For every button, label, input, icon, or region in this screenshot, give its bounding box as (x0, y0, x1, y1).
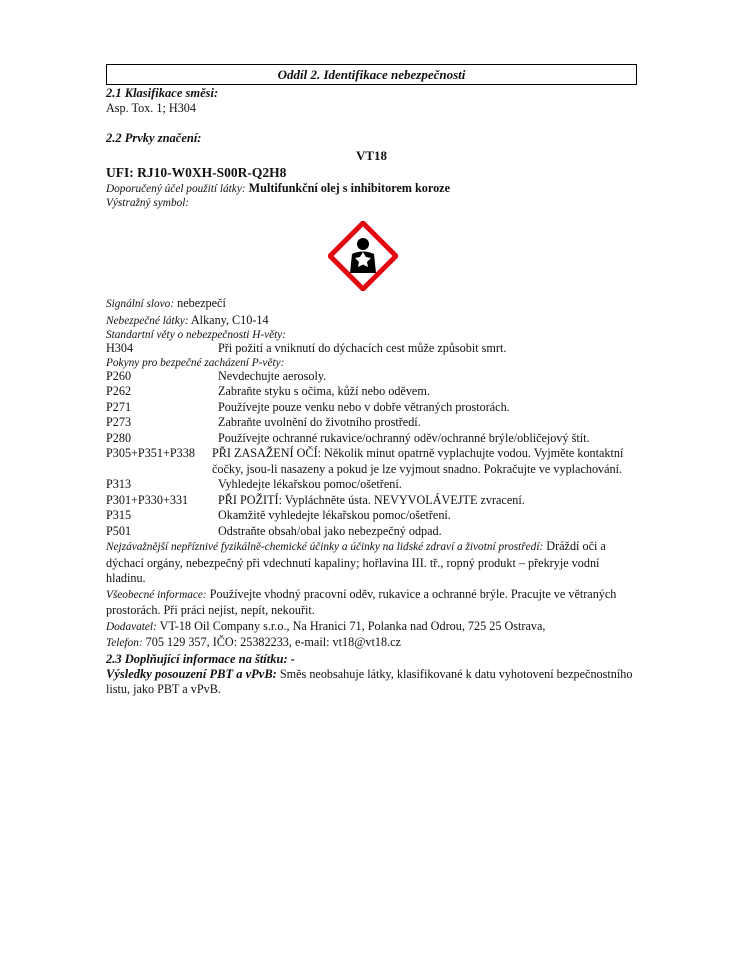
p-text: Okamžitě vyhledejte lékařskou pomoc/ošetření. (218, 508, 451, 522)
use-value: Multifunkční olej s inhibitorem koroze (248, 180, 450, 195)
h-statement-row (106, 341, 637, 357)
p-text: PŘI POŽITÍ: Vypláchněte ústa. NEVYVOLÁVEJTE zvracení. (218, 492, 525, 507)
h-text: Při požití a vniknutí do dýchacích cest může způsobit smrt. (218, 341, 507, 355)
classification-heading: 2.1 Klasifikace směsi: (106, 86, 219, 100)
signal-label: Signální slovo: (106, 298, 175, 310)
general-label: Všeobecné informace: (106, 588, 207, 601)
p-code: P313 (106, 477, 132, 491)
p-code: P271 (106, 399, 132, 414)
p-text: Používejte pouze venku nebo v dobře větraných prostorách. (218, 399, 510, 414)
p-statement-row (106, 524, 637, 540)
use-label: Doporučený účel použití látky: (106, 182, 246, 195)
phone-line (106, 635, 637, 652)
p-statement-row (106, 446, 637, 477)
effects-label: Nejzávažnější nepříznivé fyzikálně-chemické účinky a účinky na lidské zdraví a životní prostředí: (106, 541, 544, 553)
p-code: P501 (106, 523, 132, 538)
effects-value: Dráždí oči a dýchací orgány, nebezpečný při vdechnutí kapaliny; hořlavina III. tř., ropný produkt – překryje vodní hladinu. (106, 539, 606, 585)
signal-line (106, 296, 637, 313)
supplier-label: Dodavatel: (106, 620, 157, 633)
hazard-sub-line (106, 313, 637, 330)
p-statement-row (106, 384, 637, 400)
p-statement-row (106, 415, 637, 431)
general-paragraph (106, 587, 637, 619)
p-code: P301+P330+331 (106, 492, 189, 507)
p-text: Odstraňte obsah/obal jako nebezpečný odpad. (218, 523, 442, 538)
p-statement-row (106, 431, 637, 447)
hazard-sub-label: Nebezpečné látky: (106, 314, 189, 327)
p-text: Nevdechujte aerosoly. (218, 368, 327, 383)
p-statement-row (106, 493, 637, 509)
supplier-line (106, 619, 637, 636)
p-text: Vyhledejte lékařskou pomoc/ošetření. (218, 477, 402, 491)
pbt-value: Směs neobsahuje látky, klasifikované k datu vyhotovení bezpečnostního listu, jako PBT a vPvB. (106, 666, 633, 696)
p-code: P273 (106, 415, 132, 429)
p-statements-label: Pokyny pro bezpečné zacházení P-věty: (106, 356, 285, 369)
p-code: P262 (106, 384, 132, 398)
section-title: Oddíl 2. Identifikace nebezpečnosti (106, 64, 637, 85)
p-text: Zabraňte uvolnění do životního prostředí. (218, 415, 421, 429)
phone-label: Telefon: (106, 637, 143, 649)
effects-paragraph (106, 539, 637, 587)
labelling-heading: 2.2 Prvky značení: (106, 130, 202, 145)
sds-page (106, 64, 637, 698)
use-line (106, 181, 637, 198)
h-statements-label: Standartní věty o nebezpečnosti H-věty: (106, 329, 287, 341)
p-statement-row (106, 508, 637, 524)
symbol-label: Výstražný symbol: (106, 197, 190, 209)
p-code: P280 (106, 430, 132, 445)
p-statement-row (106, 369, 637, 385)
product-name: VT18 (355, 147, 388, 163)
p-statement-row (106, 400, 637, 416)
hazard-sub-value: Alkany, C10-14 (190, 312, 269, 327)
pbt-paragraph (106, 667, 637, 698)
p-code: P260 (106, 368, 132, 383)
supplier-value: VT-18 Oil Company s.r.o., Na Hranici 71, Polanka nad Odrou, 725 25 Ostrava, (159, 618, 546, 633)
p-code: P305+P351+P338 (106, 446, 195, 460)
pbt-label: Výsledky posouzení PBT a vPvB: (106, 666, 277, 681)
phone-value: 705 129 357, IČO: 25382233, e-mail: vt18@vt18.cz (145, 635, 401, 649)
p-text: Zabraňte styku s očima, kůží nebo oděvem. (218, 384, 430, 398)
h-code: H304 (106, 341, 134, 355)
p-statement-row (106, 477, 637, 493)
general-value: Používejte vhodný pracovní oděv, rukavice a ochranné brýle. Pracujte ve větraných prostorách. Při práci nejíst, nepít, nekouřit. (106, 586, 617, 617)
ufi-code: UFI: RJ10-W0XH-S00R-Q2H8 (106, 164, 287, 180)
supplementary-heading: 2.3 Doplňující informace na štítku: - (106, 651, 295, 666)
p-text: Používejte ochranné rukavice/ochranný oděv/ochranné brýle/obličejový štít. (218, 430, 590, 445)
classification-value: Asp. Tox. 1; H304 (106, 101, 196, 115)
p-code: P315 (106, 508, 132, 522)
p-text: PŘI ZASAŽENÍ OČÍ: Několik minut opatrně vyplachujte vodou. Vyjměte kontaktní čočky, jsou-li nasazeny a pokud je lze vyjmout snadno. Pokračujte ve vyplachování. (212, 446, 624, 476)
signal-value: nebezpečí (177, 296, 226, 310)
health-hazard-icon (328, 221, 398, 291)
